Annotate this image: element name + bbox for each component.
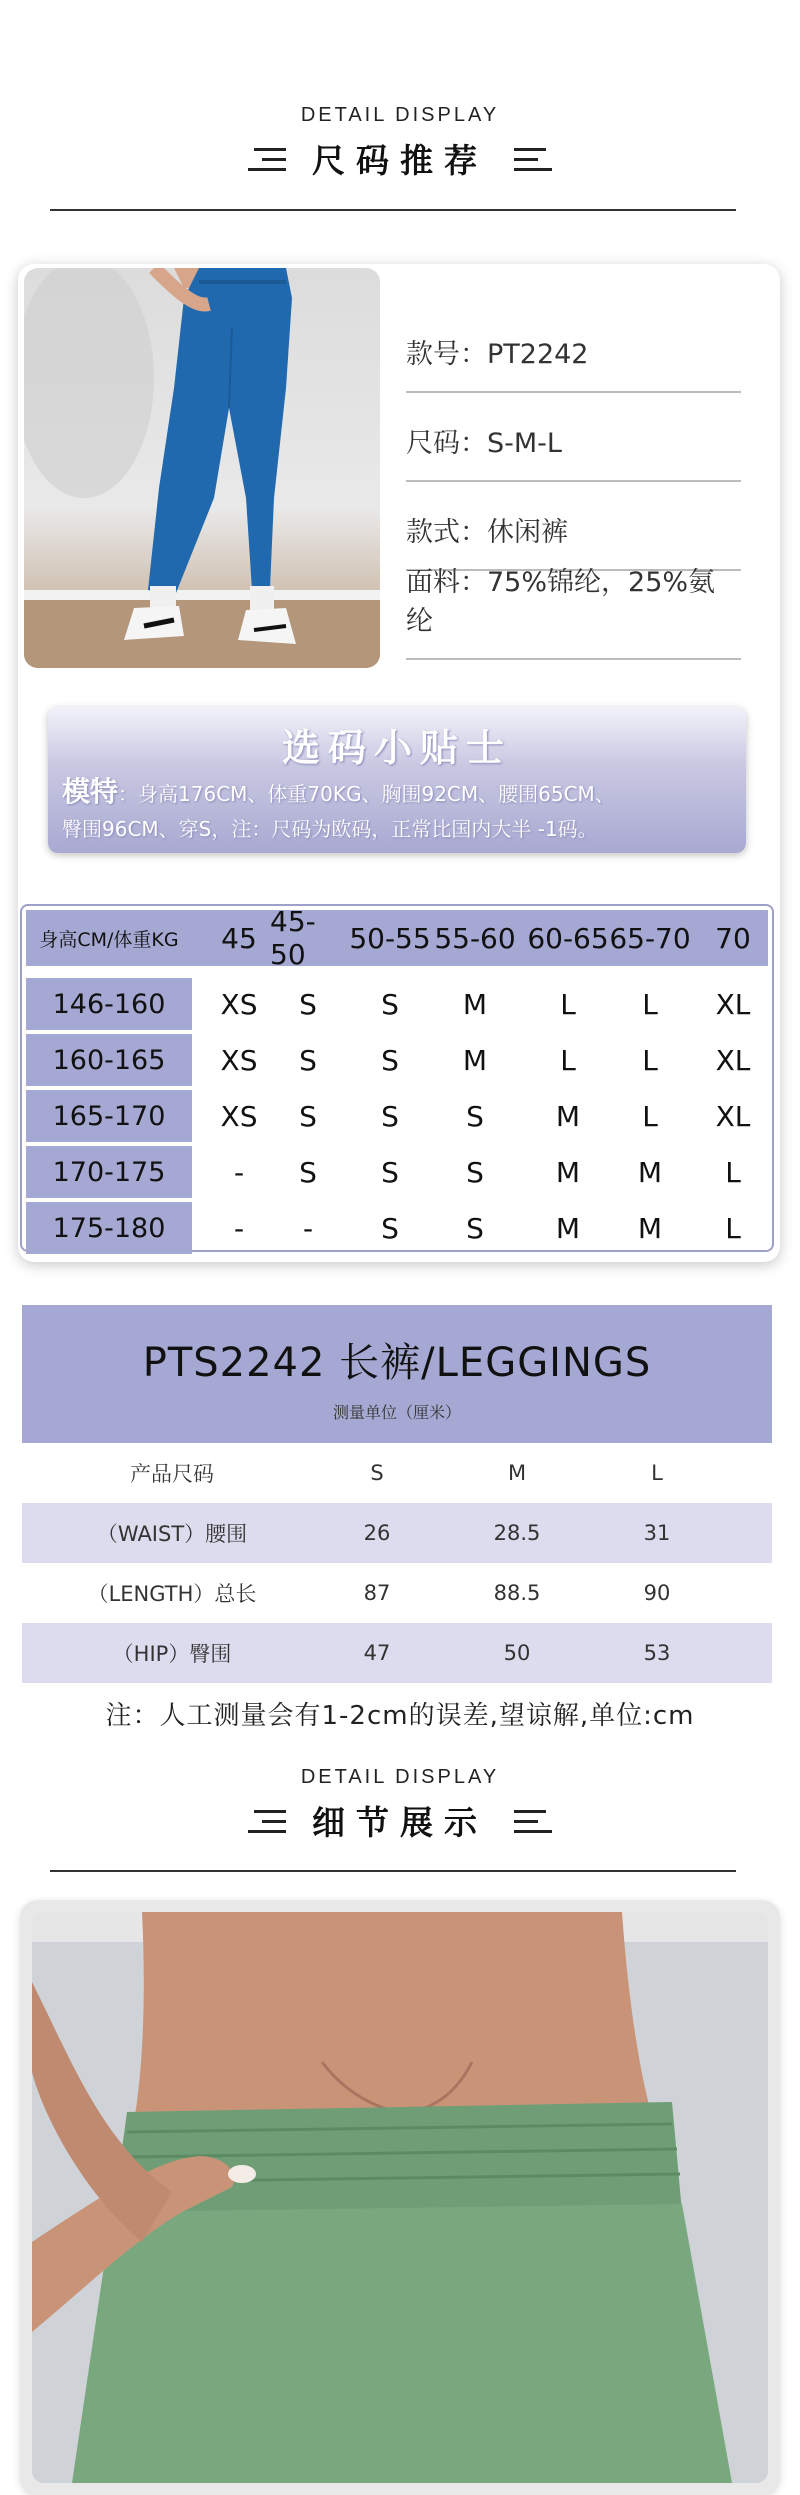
weight-header: 45-50 [270,905,316,971]
size-cell: M [555,1211,581,1245]
detail-section-en-title: DETAIL DISPLAY [300,1766,500,1788]
height-row-label: 165-170 [26,1090,192,1142]
spec-list [406,304,741,660]
header-size: 产品尺码 [130,1462,214,1486]
tips-text [48,772,746,847]
size-cell: M [462,1043,488,1077]
detail-section-header [0,1766,800,1844]
measurement-header-row [22,1443,772,1503]
size-cell: S [381,1099,399,1133]
size-cell: M [637,1211,663,1245]
detail-photo-green-pants-waistband[interactable] [32,1912,768,2483]
size-cell: S [466,1211,484,1245]
detail-photo-frame [20,1900,780,2495]
height-row-label: 170-175 [26,1146,192,1198]
tips-title: 选码小贴士 [281,726,512,770]
measurement-unit: 测量单位（厘米） [332,1403,461,1422]
section-divider [50,209,736,211]
size-cell: - [233,1155,245,1189]
table-row [22,1623,772,1683]
header-l: L [651,1461,663,1485]
left-lines-icon [248,147,286,171]
row-label-waist: （WAIST）腰围 [96,1522,248,1546]
size-cell: XS [220,1099,258,1133]
size-cell: L [560,987,576,1021]
measurement-title: PTS2242 长裤/LEGGINGS [142,1340,652,1386]
size-cell: M [462,987,488,1021]
header-m: M [507,1461,527,1485]
product-photo-blue-pants[interactable] [24,268,380,668]
right-lines-icon [514,1809,552,1833]
grid-corner-label: 身高CM/体重KG [39,928,179,951]
product-info-card [18,264,780,1262]
detail-illustration [32,1912,768,2483]
spec-fabric: 面料：75%锦纶，25%氨纶 [406,571,741,660]
weight-header: 55-60 [434,921,516,955]
measurement-note: 注：人工测量会有1-2cm的误差,望谅解,单位:cm [105,1701,695,1731]
size-section-cn-title: 尺码推荐 [312,141,488,180]
size-cell: S [299,1099,317,1133]
size-cell: S [299,1155,317,1189]
size-cell: XS [220,987,258,1021]
size-cell: XS [220,1043,258,1077]
size-cell: XL [715,987,751,1021]
size-cell: M [555,1155,581,1189]
left-lines-icon [248,1809,286,1833]
tips-line-2: 臀围96CM、穿S，注：尺码为欧码，正常比国内大半 -1码。 [62,817,598,841]
tips-line-1: ：身高176CM、体重70KG、胸围92CM、腰围65CM、 [118,782,615,806]
length-s: 87 [363,1581,391,1605]
size-cell: L [642,987,658,1021]
size-cell: - [302,1211,314,1245]
size-cell: L [725,1211,741,1245]
size-cell: S [381,1211,399,1245]
size-cell: L [560,1043,576,1077]
row-label-hip: （HIP）臀围 [112,1642,232,1666]
detail-section-cn-title: 细节展示 [312,1803,488,1842]
spec-style-number: 款号：PT2242 [406,304,741,393]
right-lines-icon [514,147,552,171]
table-row [22,1563,772,1623]
size-cell: S [299,1043,317,1077]
length-l: 90 [643,1581,671,1605]
measurement-header [22,1305,772,1443]
hip-m: 50 [503,1641,531,1665]
size-cell: L [642,1099,658,1133]
hip-l: 53 [643,1641,671,1665]
size-tips-box [48,707,746,853]
weight-header: 65-70 [609,921,691,955]
size-cell: XL [715,1099,751,1133]
size-cell: L [642,1043,658,1077]
size-cell: XL [715,1043,751,1077]
weight-header: 45 [221,921,257,955]
size-cell: S [381,1043,399,1077]
size-cell: S [381,987,399,1021]
size-section-header [0,104,800,182]
size-cell: M [555,1099,581,1133]
size-cell: L [725,1155,741,1189]
hip-s: 47 [363,1641,391,1665]
weight-header: 60-65 [527,921,609,955]
length-m: 88.5 [493,1581,541,1605]
size-cell: - [233,1211,245,1245]
spec-sizes: 尺码：S-M-L [406,393,741,482]
measurement-table [22,1305,772,1683]
size-cell: S [466,1099,484,1133]
header-s: S [370,1461,384,1485]
size-section-en-title: DETAIL DISPLAY [300,104,500,126]
spec-style: 款式：休闲裤 [406,482,741,571]
size-cell: S [466,1155,484,1189]
height-row-label: 160-165 [26,1034,192,1086]
height-row-label: 175-180 [26,1202,192,1254]
size-cell: S [381,1155,399,1189]
waist-l: 31 [643,1521,671,1545]
height-row-label: 146-160 [26,978,192,1030]
table-row [22,1503,772,1563]
section-divider [50,1870,736,1872]
waist-m: 28.5 [493,1521,541,1545]
size-cell: M [637,1155,663,1189]
model-label: 模特 [62,775,119,808]
model-figure-illustration [24,268,380,668]
row-label-length: （LENGTH）总长 [87,1582,257,1606]
waist-s: 26 [363,1521,391,1545]
weight-header: 50-55 [349,921,431,955]
size-recommendation-grid [18,904,776,1256]
size-cell: S [299,987,317,1021]
weight-header: 70 [715,921,751,955]
